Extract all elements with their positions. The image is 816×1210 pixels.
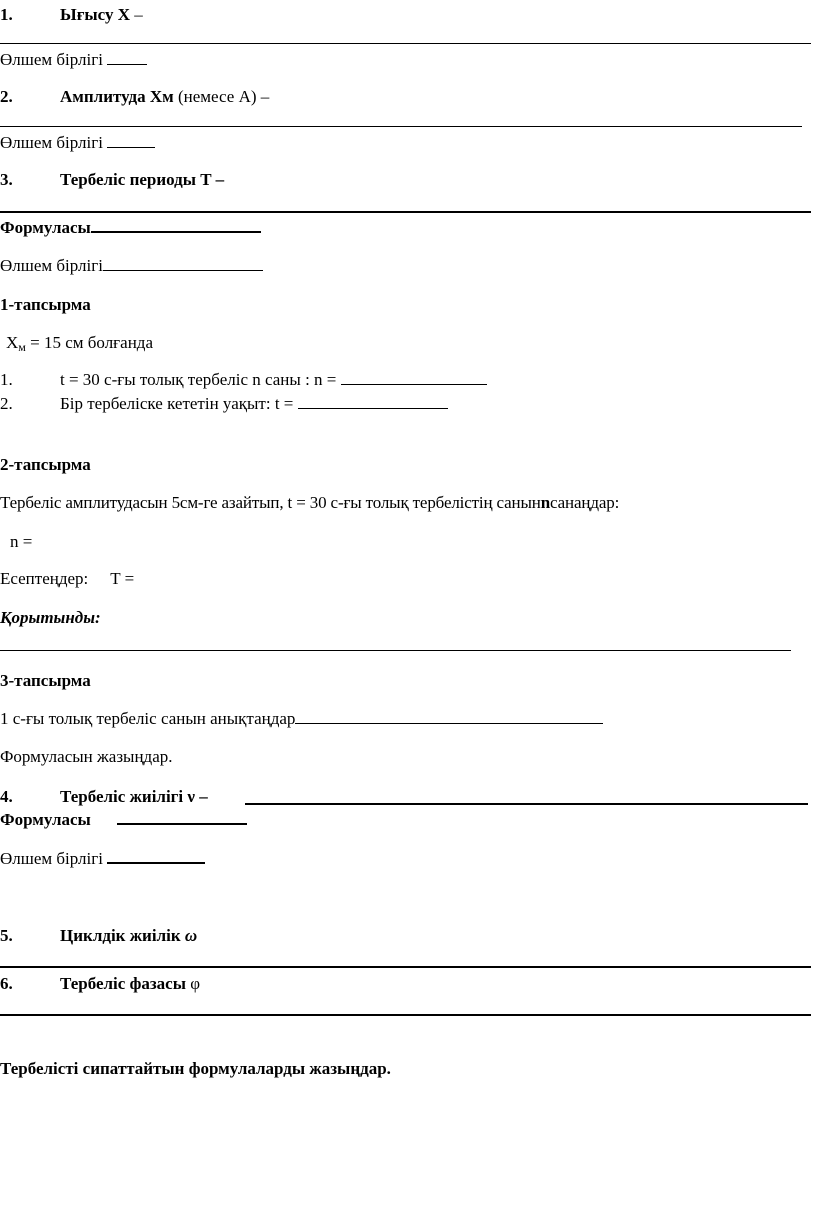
unit-blank[interactable] [107, 133, 155, 148]
formula-blank[interactable] [91, 217, 261, 233]
unit-label: Өлшем бірлігі [0, 849, 108, 868]
question-number: 3. [0, 170, 13, 189]
task-2-n: n = [10, 532, 33, 551]
conclusion-label: Қорытынды: [0, 608, 101, 627]
task-2-calc: Есептеңдер: T = [0, 569, 135, 588]
unit-line-3 [0, 256, 263, 276]
answer-blank[interactable] [341, 370, 487, 385]
question-6-heading [0, 974, 200, 994]
unit-line-4 [0, 848, 205, 869]
answer-line[interactable] [0, 650, 791, 651]
task-2-heading: 2-тапсырма [0, 455, 91, 474]
task-2-text: Тербеліс амплитудасын 5см-ге азайтып, t = 30 с-ғы толық тербелістің санынnсанаңдар: [0, 493, 620, 512]
answer-line[interactable] [0, 1014, 811, 1016]
unit-blank[interactable] [107, 848, 205, 864]
answer-line[interactable] [0, 211, 811, 213]
phi-symbol: φ [190, 974, 201, 993]
omega-symbol: ω [184, 926, 198, 945]
question-number: 2. [0, 87, 13, 106]
formula-label: Формуласы [0, 218, 91, 237]
unit-label: Өлшем бірлігі [0, 133, 108, 152]
unit-blank[interactable] [107, 50, 147, 65]
question-number: 5. [0, 926, 13, 945]
formula-blank[interactable] [117, 809, 247, 825]
question-suffix: (немесе A) – [173, 87, 270, 106]
formula-line-4 [0, 809, 247, 830]
question-title: Тербеліс фазасы [60, 974, 191, 993]
task-3-heading: 3-тапсырма [0, 671, 91, 690]
answer-line[interactable] [0, 43, 811, 44]
unit-blank[interactable] [103, 256, 263, 271]
question-title: Тербеліс жиілігі ν – [60, 787, 208, 806]
question-4-heading [0, 787, 208, 807]
question-3-heading [0, 170, 224, 190]
formula-label: Формуласы [0, 810, 91, 829]
answer-line[interactable] [245, 803, 808, 805]
question-1-heading: 1. Ығысу X – [0, 5, 143, 24]
task-1-item-2: 2. Бір тербеліске кететін уақыт: t = [0, 394, 448, 414]
task-3-text: 1 с-ғы толық тербеліс санын анықтаңдар [0, 709, 603, 729]
task-1-heading: 1-тапсырма [0, 295, 91, 314]
unit-line-1 [0, 50, 147, 70]
answer-line[interactable] [0, 126, 802, 127]
question-title: Тербеліс периоды T – [60, 170, 225, 189]
unit-label: Өлшем бірлігі [0, 50, 108, 69]
final-instruction: Тербелісті сипаттайтын формулаларды жазыңдар. [0, 1059, 391, 1078]
task-1-given: $X_м = 15$ см болғанда [6, 333, 153, 354]
question-number: 6. [0, 974, 13, 993]
question-number: 1. [0, 5, 13, 24]
task-3-formula: Формуласын жазыңдар. [0, 747, 173, 766]
question-title: Амплитуда Xм [60, 87, 174, 106]
question-5-heading [0, 926, 197, 946]
answer-blank[interactable] [295, 709, 603, 724]
answer-blank[interactable] [298, 394, 448, 409]
answer-line[interactable] [0, 966, 811, 968]
unit-label: Өлшем бірлігі [0, 256, 103, 275]
question-number: 4. [0, 787, 13, 806]
task-1-item-1: 1. t = 30 с-ғы толық тербеліс n саны : n = [0, 370, 487, 390]
question-2-heading [0, 87, 269, 107]
question-title: Циклдік жиілік [60, 926, 185, 945]
question-title: Ығысу X [60, 5, 131, 24]
unit-line-2 [0, 133, 155, 153]
formula-line [0, 217, 261, 238]
